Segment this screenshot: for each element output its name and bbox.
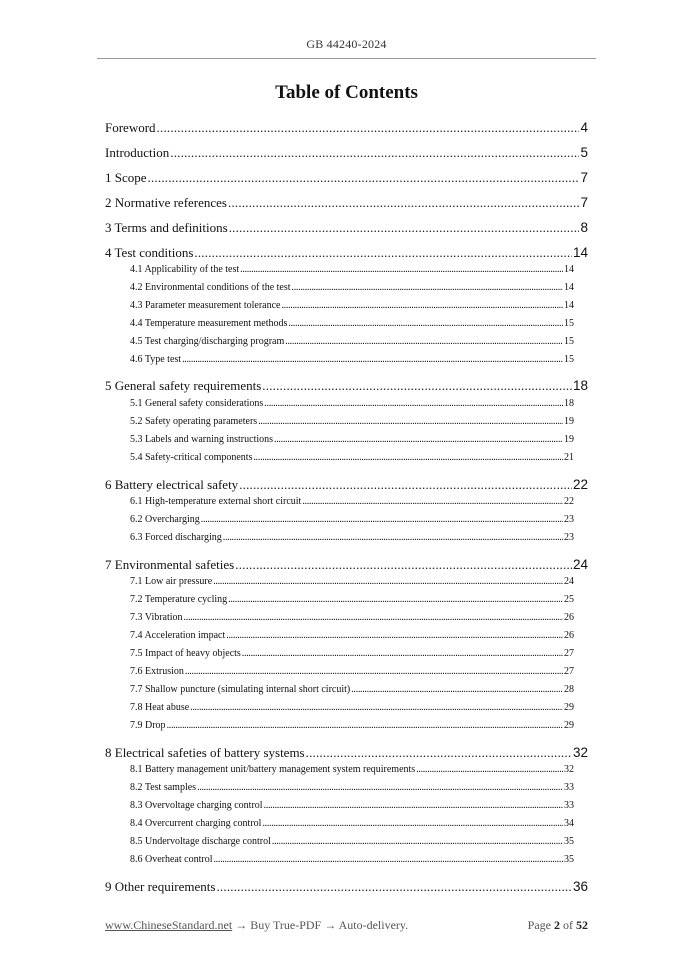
toc-entry-page: 23 [564,514,574,525]
toc-entry-page: 25 [564,594,574,605]
toc-entry-page: 36 [572,879,588,894]
toc-entry-label: 6 Battery electrical safety [105,477,239,492]
toc-entry-page: 7 [580,170,588,185]
dot-leader [272,836,563,847]
toc-entry-label: 4.1 Applicability of the test [130,264,240,275]
toc-entry-page: 4 [580,120,588,135]
toc-entry-page: 5 [580,145,588,160]
toc-entry[interactable] [130,434,574,445]
toc-entry-label: 8.3 Overvoltage charging control [130,800,263,811]
toc-entry-page: 23 [564,532,574,543]
toc-entry-page: 8 [580,220,588,235]
toc-entry-label: Introduction [105,145,170,160]
toc-entry-label: 7.8 Heat abuse [130,702,190,713]
dot-leader [292,282,563,293]
toc-entry-label: 6.3 Forced discharging [130,532,222,543]
toc-entry-label: 2 Normative references [105,195,227,210]
toc-entry-page: 27 [564,666,574,677]
toc-entry[interactable] [130,300,574,311]
toc-entry[interactable] [105,477,588,493]
toc-entry-label: 8.4 Overcurrent charging control [130,818,262,829]
dot-leader [170,145,579,161]
dot-leader [226,630,563,641]
toc-entry-page: 27 [564,648,574,659]
toc-entry[interactable] [105,879,588,895]
toc-entry[interactable] [130,354,574,365]
dot-leader [253,452,563,463]
toc-entry[interactable] [105,220,588,236]
toc-entry-label: 8.6 Overheat control [130,854,213,865]
toc-entry-page: 33 [564,782,574,793]
toc-entry[interactable] [130,630,574,641]
site-link[interactable]: www.ChineseStandard.net [105,918,233,932]
toc-entry-page: 33 [564,800,574,811]
toc-entry-page: 14 [564,264,574,275]
dot-leader [213,854,563,865]
toc-entry-page: 29 [564,702,574,713]
toc-entry-page: 24 [572,557,588,572]
dot-leader [216,879,572,895]
toc-entry[interactable] [130,836,574,847]
dot-leader [264,800,563,811]
toc-entry-label: 4.2 Environmental conditions of the test [130,282,291,293]
toc-entry-label: 7.7 Shallow puncture (simulating internal short circuit) [130,684,351,695]
toc-entry-label: 7.3 Vibration [130,612,183,623]
toc-entry[interactable] [130,576,574,587]
toc-entry-label: 4.4 Temperature measurement methods [130,318,288,329]
dot-leader [281,300,563,311]
toc-entry-label: 6.2 Overcharging [130,514,200,525]
header-divider [97,58,596,59]
toc-entry-page: 15 [564,318,574,329]
toc-entry-label: 7.1 Low air pressure [130,576,213,587]
page-word: Page [527,918,551,932]
toc-entry-label: 9 Other requirements [105,879,216,894]
toc-entry-label: 7.2 Temperature cycling [130,594,228,605]
toc-entry[interactable] [130,648,574,659]
toc-entry-page: 18 [564,398,574,409]
page-number: 2 [554,918,560,932]
dot-leader [288,318,563,329]
dot-leader [190,702,563,713]
toc-entry[interactable] [130,702,574,713]
toc-entry-label: 5.2 Safety operating parameters [130,416,258,427]
toc-entry-label: 4.6 Type test [130,354,182,365]
dot-leader [242,648,563,659]
toc-entry-page: 26 [564,612,574,623]
toc-entry-label: Foreword [105,120,156,135]
dot-leader [194,245,572,261]
toc-entry[interactable] [130,764,574,775]
toc-entry-page: 21 [564,452,574,463]
toc-entry[interactable] [130,782,574,793]
toc-entry-label: 7.4 Acceleration impact [130,630,226,641]
toc-entry-label: 4 Test conditions [105,245,194,260]
toc-entry-page: 19 [564,434,574,445]
footer-left [105,918,408,933]
total-pages: 52 [576,918,588,932]
toc-entry-label: 7.6 Extrusion [130,666,184,677]
toc-entry-page: 22 [564,496,574,507]
toc-entry-page: 14 [564,300,574,311]
dot-leader [285,336,563,347]
toc-entry[interactable] [130,594,574,605]
toc-entry-label: 5.4 Safety-critical components [130,452,253,463]
dot-leader [229,220,580,236]
delivery-text: Auto-delivery. [338,918,409,932]
toc-entry[interactable] [130,818,574,829]
dot-leader [228,195,579,211]
toc-entry[interactable] [130,398,574,409]
dot-leader [274,434,563,445]
dot-leader [185,666,563,677]
toc-entry-page: 29 [564,720,574,731]
toc-entry-label: 8 Electrical safeties of battery systems [105,745,305,760]
toc-entry-label: 7.5 Impact of heavy objects [130,648,241,659]
toc-entry[interactable] [105,378,588,394]
toc-entry[interactable] [130,854,574,865]
toc-entry[interactable] [130,514,574,525]
dot-leader [302,496,563,507]
toc-entry-page: 24 [564,576,574,587]
dot-leader [235,557,572,573]
toc-entry[interactable] [105,120,588,136]
toc-entry[interactable] [130,720,574,731]
dot-leader [264,398,563,409]
arrow-icon: → [235,918,248,932]
toc-entry-label: 5.1 General safety considerations [130,398,264,409]
dot-leader [240,264,563,275]
toc-entry-page: 15 [564,336,574,347]
dot-leader [182,354,563,365]
buy-link[interactable]: Buy True-PDF [250,918,322,932]
toc-entry-page: 32 [572,745,588,760]
toc-entry-page: 34 [564,818,574,829]
toc-entry[interactable] [105,245,588,261]
toc-entry[interactable] [105,195,588,211]
toc-entry-page: 14 [572,245,588,260]
dot-leader [148,170,580,186]
page-footer [105,918,588,933]
toc-entry[interactable] [130,452,574,463]
toc-entry-label: 5 General safety requirements [105,378,262,393]
dot-leader [262,378,572,394]
dot-leader [213,576,563,587]
toc-entry-label: 6.1 High-temperature external short circuit [130,496,302,507]
toc-entry-page: 15 [564,354,574,365]
toc-entry[interactable] [105,145,588,161]
toc-entry-label: 4.5 Test charging/discharging program [130,336,285,347]
toc-entry-page: 18 [572,378,588,393]
toc-entry-label: 7.9 Drop [130,720,166,731]
toc-entry[interactable] [130,666,574,677]
arrow-icon: → [324,918,337,932]
dot-leader [416,764,563,775]
toc-entry[interactable] [130,318,574,329]
page-indicator [528,918,588,933]
toc-entry-label: 8.2 Test samples [130,782,197,793]
toc-entry[interactable] [130,684,574,695]
toc-entry-label: 8.1 Battery management unit/battery management system requirements [130,764,416,775]
dot-leader [262,818,563,829]
dot-leader [306,745,572,761]
toc-entry-label: 8.5 Undervoltage discharge control [130,836,271,847]
page-title: Table of Contents [275,82,418,103]
toc-entry[interactable] [105,557,588,573]
toc-entry[interactable] [105,170,588,186]
toc-entry[interactable] [130,612,574,623]
dot-leader [201,514,563,525]
toc-entry[interactable] [105,745,588,761]
toc-entry-page: 7 [580,195,588,210]
toc-entry-label: 5.3 Labels and warning instructions [130,434,274,445]
toc-entry-page: 26 [564,630,574,641]
toc-entry-label: 1 Scope [105,170,147,185]
dot-leader [258,416,563,427]
toc-entry[interactable] [130,264,574,275]
toc-entry[interactable] [130,416,574,427]
toc-entry[interactable] [130,532,574,543]
toc-entry-page: 35 [564,854,574,865]
dot-leader [239,477,572,493]
toc-entry-page: 28 [564,684,574,695]
dot-leader [197,782,563,793]
toc-entry-page: 35 [564,836,574,847]
dot-leader [223,532,563,543]
of-word: of [563,918,573,932]
dot-leader [228,594,563,605]
toc-entry[interactable] [130,336,574,347]
dot-leader [167,720,563,731]
dot-leader [157,120,580,136]
toc-entry-page: 19 [564,416,574,427]
toc-entry[interactable] [130,800,574,811]
toc-entry-page: 32 [564,764,574,775]
toc-entry-page: 22 [572,477,588,492]
dot-leader [184,612,563,623]
toc-entry-page: 14 [564,282,574,293]
toc-entry[interactable] [130,496,574,507]
toc-entry[interactable] [130,282,574,293]
dot-leader [351,684,563,695]
toc-entry-label: 3 Terms and definitions [105,220,228,235]
toc-entry-label: 4.3 Parameter measurement tolerance [130,300,281,311]
toc-entry-label: 7 Environmental safeties [105,557,235,572]
document-header: GB 44240-2024 [306,37,387,51]
